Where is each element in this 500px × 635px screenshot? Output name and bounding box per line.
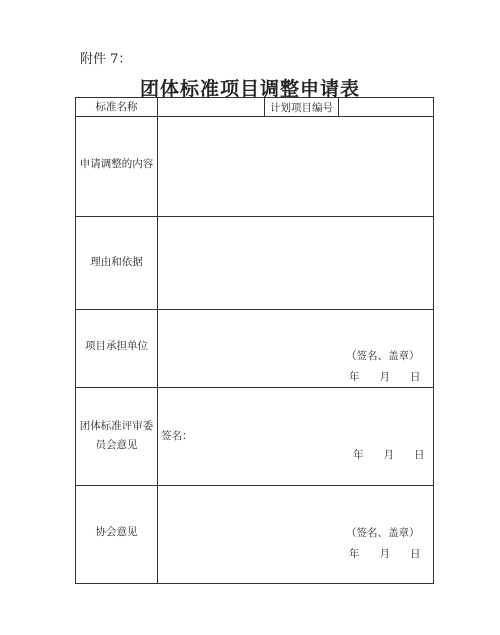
association-sign-note: （签名、盖章） [346,527,420,539]
row-divider [76,116,433,117]
form-title: 团体标准项目调整申请表 [139,78,360,100]
committee-date: 年 月 日 [353,449,425,461]
row-divider [76,485,433,486]
committee-sign-label: 签名： [161,430,193,442]
adjustment-content-field[interactable] [160,120,430,212]
reason-basis-field[interactable] [160,220,430,305]
review-committee-label-line2: 员会意见 [95,439,138,451]
unit-date: 年 月 日 [349,371,421,383]
attachment-label: 附件 7： [80,52,132,67]
row-divider [76,387,433,388]
standard-name-label: 标准名称 [95,101,138,113]
plan-number-label: 计划项目编号 [270,102,333,114]
column-divider [264,98,265,116]
undertaking-unit-label: 项目承担单位 [85,340,148,352]
row-divider [76,309,433,310]
review-committee-label-line1: 团体标准评审委 [79,420,154,432]
row-divider [76,216,433,217]
association-date: 年 月 日 [349,548,421,560]
application-form-table [75,97,434,584]
adjustment-content-label: 申请调整的内容 [79,158,154,170]
column-divider [157,98,158,584]
unit-sign-note: （签名、盖章） [346,350,420,362]
column-divider [338,98,339,116]
association-opinion-label: 协会意见 [95,526,138,538]
reason-basis-label: 理由和依据 [90,256,143,268]
